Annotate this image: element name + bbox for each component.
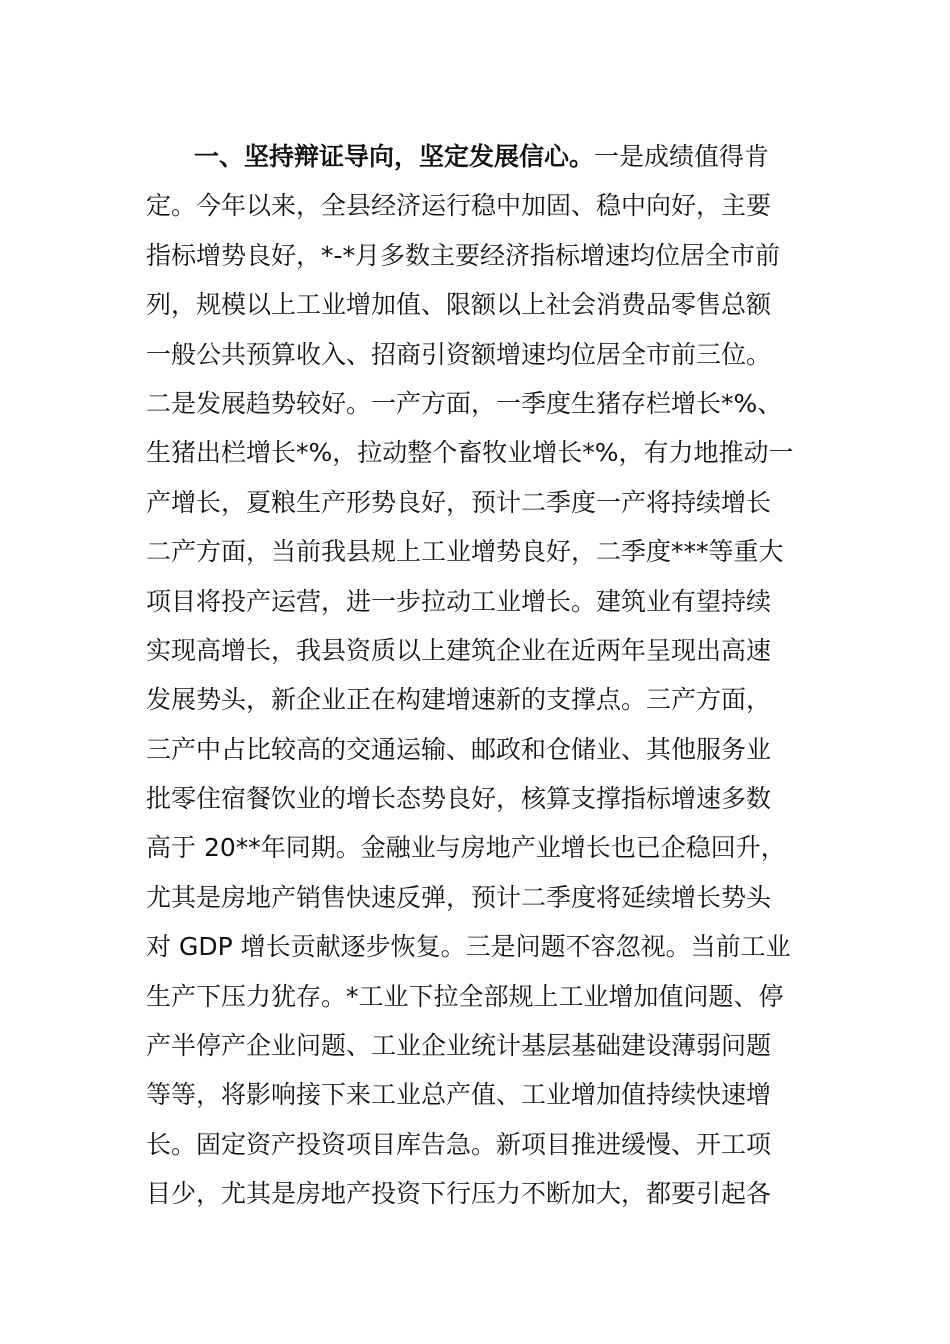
text-line: 尤其是房地产销售快速反弹，预计二季度将延续增长势头: [146, 882, 772, 912]
text-line: 发展势头，新企业正在构建增速新的支撑点。三产方面，: [146, 685, 772, 715]
body-text: [146, 132, 816, 1219]
text-line: 定。今年以来，全县经济运行稳中加固、稳中向好，主要: [146, 191, 772, 221]
text-line: 长。固定资产投资项目库告急。新项目推进缓慢、开工项: [146, 1129, 772, 1159]
text-line: 一般公共预算收入、招商引资额增速均位居全市前三位。: [146, 339, 772, 369]
section-heading: 一、坚持辩证导向，坚定发展信心。: [194, 142, 595, 171]
text-line: 列，规模以上工业增加值、限额以上社会消费品零售总额: [146, 290, 772, 320]
text-line: 生猪出栏增长*%，拉动整个畜牧业增长*%，有力地推动一: [146, 438, 794, 468]
text-line: 实现高增长，我县资质以上建筑企业在近两年呈现出高速: [146, 635, 772, 665]
text-line: 指标增势良好，*-*月多数主要经济指标增速均位居全市前: [146, 240, 781, 270]
text-line: 产半停产企业问题、工业企业统计基层基础建设薄弱问题: [146, 1031, 772, 1061]
text-line: 二产方面，当前我县规上工业增势良好，二季度***等重大: [146, 537, 784, 567]
text-line: 生产下压力犹存。*工业下拉全部规上工业增加值问题、停: [146, 981, 784, 1011]
text-line: 一是成绩值得肯: [594, 142, 770, 171]
text-line: 三产中占比较高的交通运输、邮政和仓储业、其他服务业: [146, 734, 772, 764]
text-line: 高于 20**年同期。金融业与房地产业增长也已企稳回升，: [146, 833, 786, 863]
paragraph-first-line: [146, 132, 816, 181]
text-line: 等等，将影响接下来工业总产值、工业增加值持续快速增: [146, 1080, 772, 1110]
text-line: 二是发展趋势较好。一产方面，一季度生猪存栏增长*%、: [146, 388, 783, 418]
text-line: 批零住宿餐饮业的增长态势良好，核算支撑指标增速多数: [146, 784, 772, 814]
text-line: 对 GDP 增长贡献逐步恢复。三是问题不容忽视。当前工业: [146, 932, 791, 962]
text-line: 项目将投产运营，进一步拉动工业增长。建筑业有望持续: [146, 586, 772, 616]
text-line: 产增长，夏粮生产形势良好，预计二季度一产将持续增长: [146, 487, 772, 517]
text-line: 目少，尤其是房地产投资下行压力不断加大，都要引起各: [146, 1179, 772, 1209]
